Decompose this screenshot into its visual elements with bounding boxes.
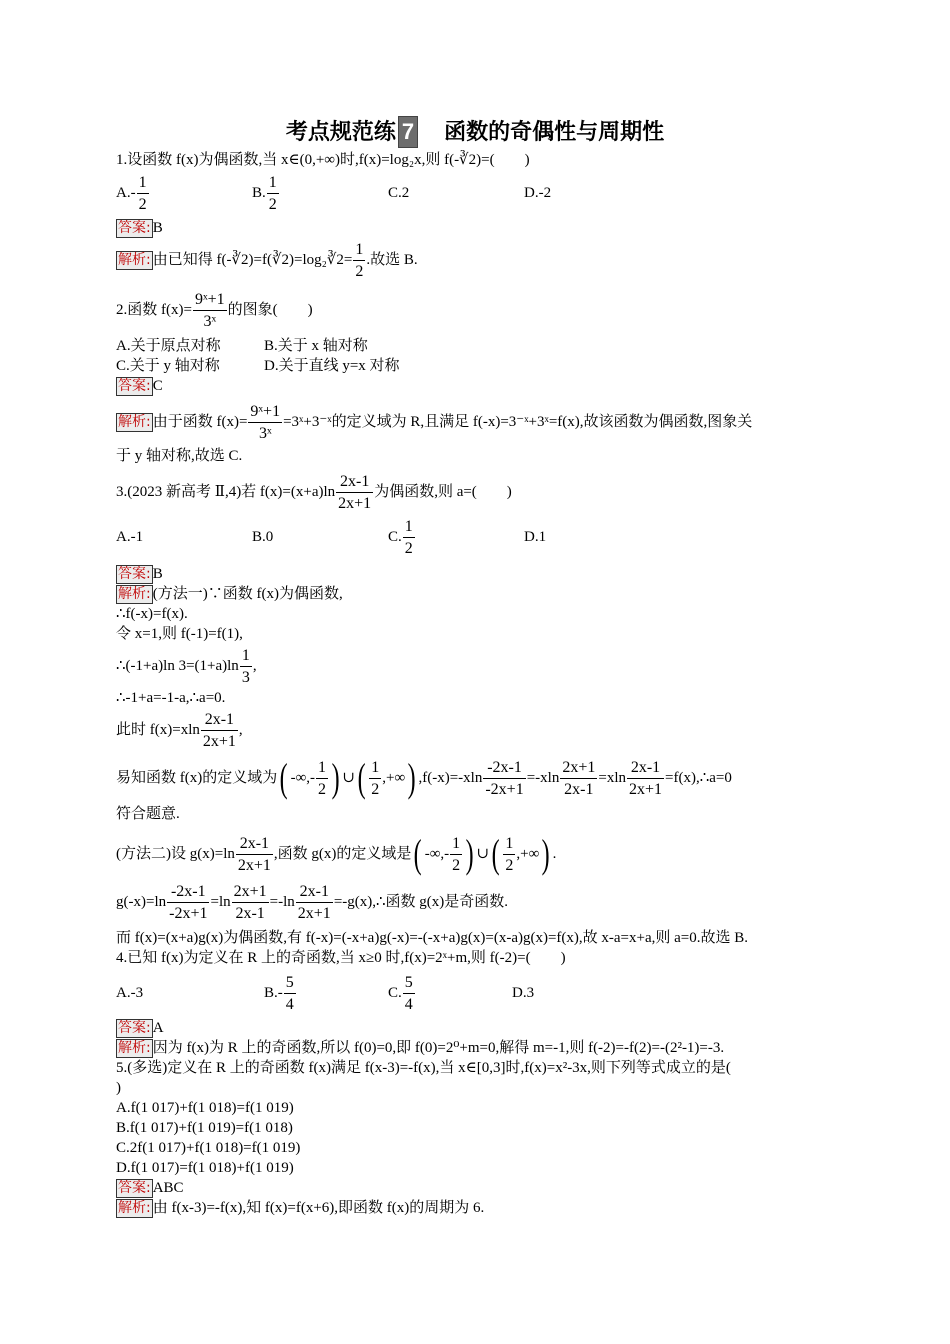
q3-analysis-5: ∴-1+a=-1-a,∴a=0. — [116, 690, 226, 706]
q3-analysis-6: 此时 f(x)=xln $\frac{2x-1}{2x+1}$ , — [116, 710, 243, 750]
q3-analysis-9: (方法二)设 g(x)=ln $\frac{2x-1}{2x+1}$ ,函数 g(x)的定义域是 ( -∞,- $\frac{1}{2}$ ) ∪ ( $\frac{1}{2}$ ,+∞ ) . — [116, 831, 557, 876]
q4-options — [116, 968, 831, 1018]
q3-analysis-10: g(-x)=ln $\frac{-2x-1}{-2x+1}$ =ln $\frac{2x+1}{2x-1}$ =-ln $\frac{2x-1}{2x+1}$ =-g(x),∴函数 g(x)是奇函数. — [116, 882, 509, 922]
q1-analysis: 解析: 由已知得 f(-∛2)=f(∛2)=log₂∛2= $\frac{1}{2}$ .故选 B. — [118, 240, 418, 280]
q3-analysis-7: 易知函数 f(x)的定义域为 ( -∞,- $\frac{1}{2}$ ) ∪ ( $\frac{1}{2}$ ,+∞ ) ,f(-x)=-xln $\frac{-2x-1}{-2x+1}$ =-xln $\frac{2x+1}{2x-1}$ =xln $\frac{2x-1}{2x+1}$ =f(x),∴a=0 — [116, 755, 732, 800]
page-title — [0, 116, 950, 148]
q5-option-a: A.f(1 017)+f(1 018)=f(1 019) — [116, 1100, 294, 1116]
q2-analysis-line2: 于 y 轴对称,故选 C. — [116, 448, 243, 464]
q5-analysis: 解析: 由 f(x-3)=-f(x),知 f(x)=f(x+6),即函数 f(x)的周期为 6. — [118, 1200, 485, 1216]
q1-option-a: A.- $\frac{1}{2}$ — [116, 173, 147, 213]
q3-analysis-11: 而 f(x)=(x+a)g(x)为偶函数,有 f(-x)=(-x+a)g(-x)=-(-x+a)g(x)=(x-a)g(x)=f(x),故 x-a=x+a,则 a=0.故选 B. — [116, 930, 749, 946]
q5-stem-cont: ) — [116, 1080, 121, 1096]
q4-analysis: 解析: 因为 f(x)为 R 上的奇函数,所以 f(0)=0,即 f(0)=2⁰+m=0,解得 m=-1,则 f(-2)=-f(2)=-(2²-1)=-3. — [118, 1040, 725, 1056]
analysis-tag: 解析: — [118, 586, 151, 602]
q1-option-c: C.2 — [388, 185, 410, 201]
q5-option-c: C.2f(1 017)+f(1 018)=f(1 019) — [116, 1140, 301, 1156]
q4-option-c: C. $\frac{5}{4}$ — [388, 973, 413, 1013]
analysis-tag: 解析: — [118, 251, 151, 268]
q2-analysis: 解析: 由于函数 f(x)= $\frac{\text{9ˣ+1}}{\text{3ˣ}}$ =3ˣ+3⁻ˣ的定义域为 R,且满足 f(-x)=3⁻ˣ+3ˣ=f(x),故该函数为偶函数,图象关 — [118, 402, 753, 442]
q1-option-b: B. $\frac{1}{2}$ — [252, 173, 277, 213]
q3-option-d: D.1 — [524, 529, 547, 545]
q2-options-row1 — [116, 336, 831, 356]
q4-option-a: A.-3 — [116, 985, 144, 1001]
answer-tag: 答案: — [118, 220, 151, 236]
title-prefix: 考点规范练 — [285, 120, 396, 145]
answer-tag: 答案: — [118, 1020, 151, 1036]
q5-option-d: D.f(1 017)=f(1 018)+f(1 019) — [116, 1160, 294, 1176]
q5-answer: 答案: ABC — [118, 1180, 184, 1196]
q1-options — [116, 170, 831, 216]
q5-option-b: B.f(1 017)+f(1 019)=f(1 018) — [116, 1120, 293, 1136]
q3-answer: 答案: B — [118, 566, 163, 582]
q3-analysis-8: 符合题意. — [116, 806, 180, 822]
q4-answer: 答案: A — [118, 1020, 164, 1036]
analysis-tag: 解析: — [118, 1040, 151, 1056]
q1-option-d: D.-2 — [524, 185, 552, 201]
q2-stem: 2.函数 f(x)= $\frac{\text{9ˣ+1}}{\text{3ˣ}}$ 的图象( ) — [116, 290, 313, 330]
analysis-tag: 解析: — [118, 413, 151, 430]
q3-analysis-1: 解析: (方法一)∵函数 f(x)为偶函数, — [118, 586, 343, 602]
q2-answer: 答案: C — [118, 378, 163, 394]
exercise-content — [116, 150, 831, 1218]
q3-option-a: A.-1 — [116, 529, 144, 545]
q4-option-b: B.- $\frac{5}{4}$ — [264, 973, 294, 1013]
title-topic: 函数的奇偶性与周期性 — [444, 120, 665, 145]
answer-tag: 答案: — [118, 566, 151, 582]
q3-analysis-2: ∴f(-x)=f(x). — [116, 606, 188, 622]
exercise-number-badge: 7 — [398, 116, 418, 148]
q2-options-row2 — [116, 356, 831, 376]
q3-options — [116, 514, 831, 560]
answer-tag: 答案: — [118, 378, 151, 394]
q3-analysis-4: ∴(-1+a)ln 3=(1+a)ln $\frac{1}{3}$ , — [116, 646, 257, 686]
answer-tag: 答案: — [118, 1180, 151, 1196]
q3-analysis-3: 令 x=1,则 f(-1)=f(1), — [116, 626, 243, 642]
q2-option-d: D.关于直线 y=x 对称 — [264, 358, 400, 374]
analysis-tag: 解析: — [118, 1200, 151, 1216]
q4-stem: 4.已知 f(x)为定义在 R 上的奇函数,当 x≥0 时,f(x)=2ˣ+m,则 f(-2)=( ) — [116, 950, 566, 966]
q1-stem: 1.设函数 f(x)为偶函数,当 x∈(0,+∞)时,f(x)=log₂x,则 f(-∛2)=( ) — [116, 152, 530, 168]
q3-option-c: C. $\frac{1}{2}$ — [388, 517, 413, 557]
q3-option-b: B.0 — [252, 529, 274, 545]
q4-option-d: D.3 — [512, 985, 535, 1001]
q1-answer: 答案: B — [118, 220, 163, 236]
q2-option-a: A.关于原点对称 — [116, 338, 221, 354]
q2-option-c: C.关于 y 轴对称 — [116, 358, 220, 374]
q3-stem: 3.(2023 新高考 Ⅱ,4)若 f(x)=(x+a)ln $\frac{2x-1}{2x+1}$ 为偶函数,则 a=( ) — [116, 472, 512, 512]
q5-stem: 5.(多选)定义在 R 上的奇函数 f(x)满足 f(x-3)=-f(x),当 x∈[0,3]时,f(x)=x²-3x,则下列等式成立的是( — [116, 1060, 731, 1076]
q2-option-b: B.关于 x 轴对称 — [264, 338, 368, 354]
